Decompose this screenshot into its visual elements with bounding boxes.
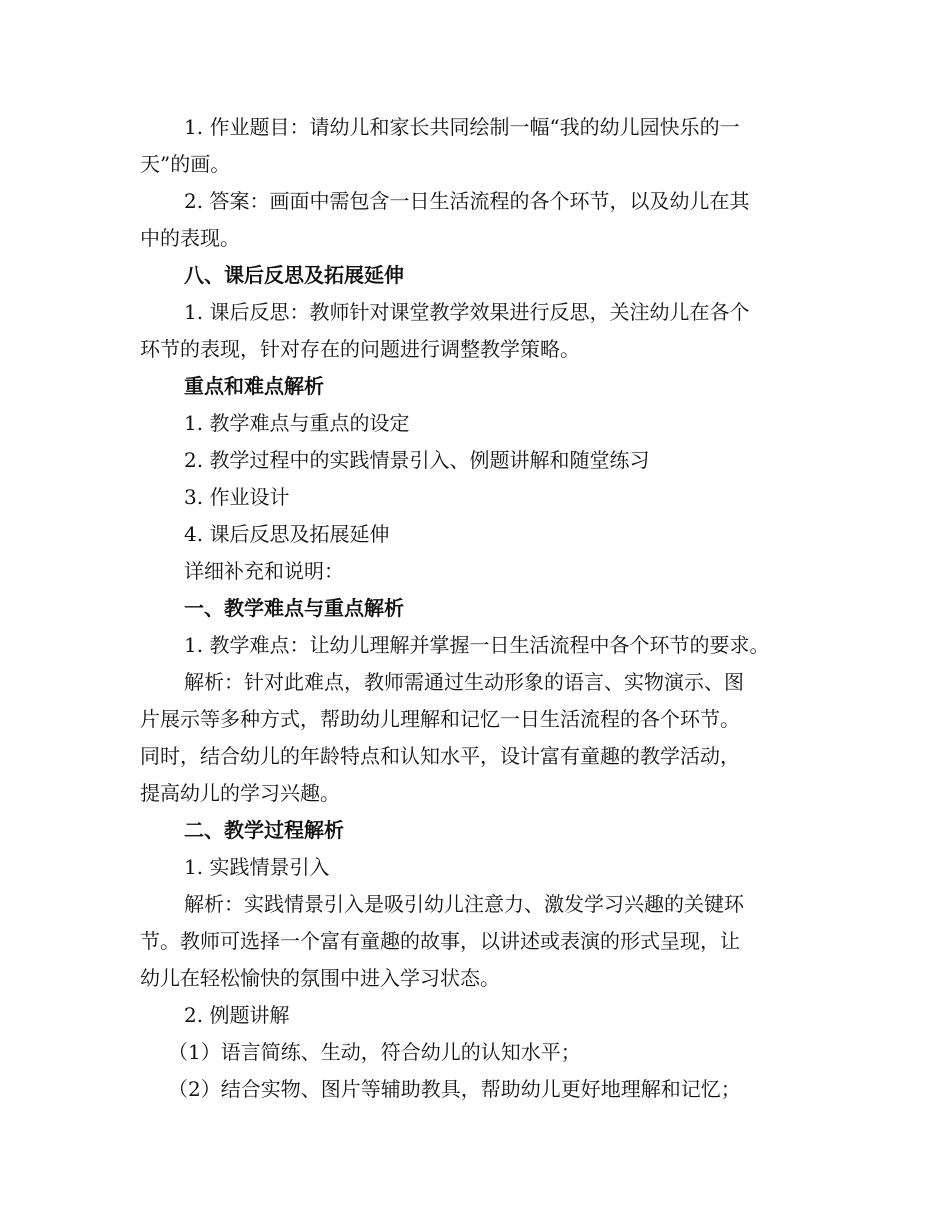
process-item-2: 2. 例题讲解 — [184, 1003, 290, 1027]
analysis-2-line-2: 节。教师可选择一个富有童趣的故事，以讲述或表演的形式呈现，让 — [140, 929, 740, 953]
example-point-2: （2）结合实物、图片等辅助教具，帮助幼儿更好地理解和记忆； — [168, 1077, 741, 1101]
key-point-3: 3. 作业设计 — [184, 485, 290, 509]
details-intro: 详细补充和说明： — [184, 559, 344, 583]
analysis-1-line-3: 同时，结合幼儿的年龄特点和认知水平，设计富有童趣的教学活动， — [140, 744, 740, 768]
section-heading-1: 一、教学难点与重点解析 — [184, 596, 404, 620]
process-item-1: 1. 实践情景引入 — [184, 855, 330, 879]
analysis-1-line-2: 片展示等多种方式，帮助幼儿理解和记忆一日生活流程的各个环节。 — [140, 707, 740, 731]
analysis-1-line-1: 解析：针对此难点，教师需通过生动形象的语言、实物演示、图 — [184, 670, 744, 694]
key-point-4: 4. 课后反思及拓展延伸 — [184, 522, 390, 546]
example-point-1: （1）语言简练、生动，符合幼儿的认知水平； — [168, 1040, 581, 1064]
key-point-1: 1. 教学难点与重点的设定 — [184, 411, 410, 435]
analysis-2-line-3: 幼儿在轻松愉快的氛围中进入学习状态。 — [140, 966, 500, 990]
section-heading-8: 八、课后反思及拓展延伸 — [184, 263, 404, 287]
reflection-item-line-2: 环节的表现，针对存在的问题进行调整教学策略。 — [140, 337, 580, 361]
difficulty-line: 1. 教学难点：让幼儿理解并掌握一日生活流程中各个环节的要求。 — [184, 633, 770, 657]
section-heading-2: 二、教学过程解析 — [184, 818, 344, 842]
analysis-2-line-1: 解析：实践情景引入是吸引幼儿注意力、激发学习兴趣的关键环 — [184, 892, 744, 916]
homework-item-2-line-2: 中的表现。 — [140, 226, 240, 250]
homework-item-2-line-1: 2. 答案：画面中需包含一日生活流程的各个环节，以及幼儿在其 — [184, 189, 750, 213]
analysis-1-line-4: 提高幼儿的学习兴趣。 — [140, 781, 340, 805]
homework-item-1-line-2: 天”的画。 — [140, 152, 231, 176]
key-point-2: 2. 教学过程中的实践情景引入、例题讲解和随堂练习 — [184, 448, 650, 472]
reflection-item-line-1: 1. 课后反思：教师针对课堂教学效果进行反思，关注幼儿在各个 — [184, 300, 750, 324]
homework-item-1-line-1: 1. 作业题目：请幼儿和家长共同绘制一幅“我的幼儿园快乐的一 — [184, 115, 740, 139]
key-points-heading: 重点和难点解析 — [184, 374, 324, 398]
